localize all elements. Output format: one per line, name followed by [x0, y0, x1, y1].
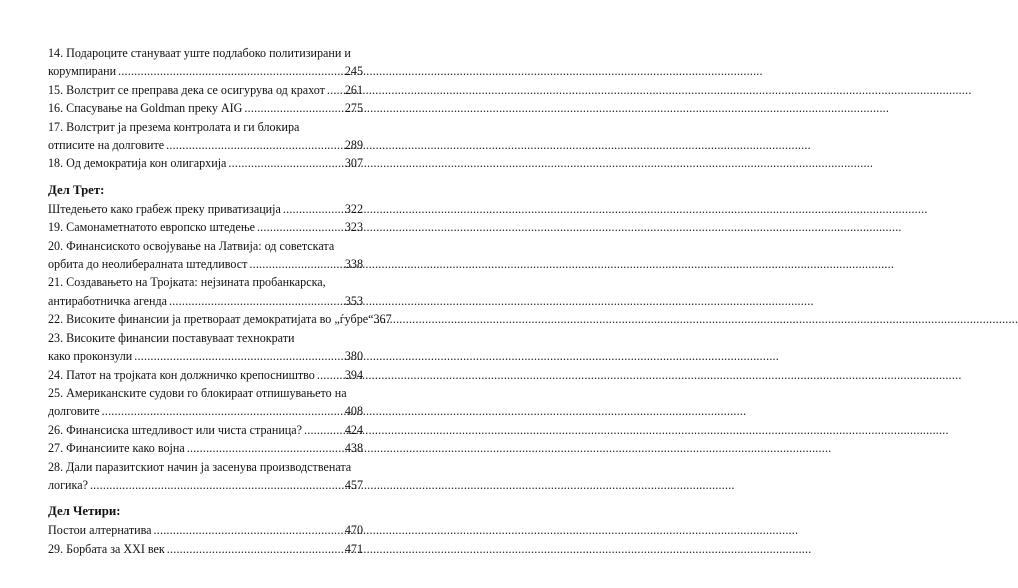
page-number: 367 — [373, 312, 392, 327]
page-number: 307 — [344, 156, 363, 171]
toc-entry[interactable] — [48, 99, 363, 117]
dot-leader — [167, 540, 344, 558]
dot-leader — [102, 402, 344, 420]
dot-leader — [283, 200, 344, 218]
dot-leader — [169, 292, 344, 310]
page-number: 380 — [344, 349, 363, 364]
dot-leader — [244, 99, 343, 117]
entry-title-line: 20. Финансиското освојување на Латвија: од советската — [48, 238, 335, 253]
page-number: 245 — [344, 64, 363, 79]
entry-title-line: Постои алтернатива — [48, 523, 152, 538]
toc-entry[interactable] — [48, 44, 363, 81]
dot-leader — [154, 521, 344, 539]
toc-block-part-two-continued — [48, 44, 363, 173]
page-number: 424 — [344, 422, 363, 437]
dot-leader — [166, 136, 344, 154]
entry-title-line: како проконзули — [48, 349, 133, 364]
toc-entry[interactable] — [48, 310, 392, 328]
dot-leader — [327, 81, 344, 99]
page-number: 322 — [344, 201, 363, 216]
dot-leader — [118, 62, 344, 80]
page-number: 470 — [344, 523, 363, 538]
entry-title-line: корумпирани — [48, 64, 117, 79]
toc-entry[interactable] — [48, 366, 363, 384]
entry-title-line: 26. Финансиска штедливост или чиста страница? — [48, 422, 303, 437]
entry-title-line: 17. Волстрит ја презема контролата и ги блокира — [48, 119, 300, 134]
page-number: 471 — [344, 541, 363, 556]
entry-title-line: 18. Од демократија кон олигархија — [48, 156, 227, 171]
dot-leader — [134, 347, 344, 365]
page-number: 289 — [344, 138, 363, 153]
entry-title-line: Штедењето како грабеж преку приватизација — [48, 201, 281, 216]
toc-entry[interactable] — [48, 421, 363, 439]
page-number: 323 — [344, 220, 363, 235]
dot-leader — [317, 366, 344, 384]
toc-entry[interactable] — [48, 439, 363, 457]
entry-title-line: долговите — [48, 404, 100, 419]
entry-title-line: 24. Патот на тројката кон должничко крепосништво — [48, 367, 315, 382]
toc-entry[interactable] — [48, 540, 363, 558]
toc-entry[interactable] — [48, 384, 363, 421]
entry-title-line: 25. Американските судови го блокираат отпишувањето на — [48, 385, 347, 400]
page-number: 408 — [344, 404, 363, 419]
toc-entry[interactable] — [48, 154, 363, 172]
dot-leader — [249, 255, 343, 273]
dot-leader — [90, 476, 344, 494]
entry-title-line: орбита до неолибералната штедливост — [48, 257, 248, 272]
toc-entry[interactable] — [48, 81, 363, 99]
entry-title-line: 28. Дали паразитскиот начин ја засенува производствената — [48, 459, 352, 474]
toc-entry[interactable] — [48, 521, 363, 539]
dot-leader — [304, 421, 344, 439]
toc-entry[interactable] — [48, 237, 363, 274]
dot-leader — [228, 154, 343, 172]
entry-title-line: 23. Високите финансии поставуваат технократи — [48, 330, 295, 345]
entry-title-line: отписите на долговите — [48, 138, 165, 153]
page-number: 353 — [344, 293, 363, 308]
page-number: 438 — [344, 441, 363, 456]
section-heading: Дел Трет: — [48, 182, 105, 197]
toc-entry[interactable] — [48, 273, 363, 310]
entry-title-line: антиработничка агенда — [48, 293, 167, 308]
page-number: 457 — [344, 477, 363, 492]
toc-entry[interactable] — [48, 329, 363, 366]
entry-title-line: 19. Самонаметнатото европско штедење — [48, 220, 255, 235]
page-number: 394 — [344, 367, 363, 382]
section-heading: Дел Четири: — [48, 504, 121, 519]
entry-title-line: 15. Волстрит се преправа дека се осигурува од крахот — [48, 82, 325, 97]
entry-title-line: 22. Високите финансии ја претвораат демократијата во „ѓубре“ — [48, 312, 374, 327]
toc-page — [0, 0, 416, 588]
toc-entry[interactable] — [48, 458, 363, 495]
toc-entry[interactable] — [48, 200, 363, 218]
entry-title-line: 29. Борбата за XXI век — [48, 541, 165, 556]
entry-title-line: 27. Финансиите како војна — [48, 441, 185, 456]
page-number: 338 — [344, 257, 363, 272]
dot-leader — [187, 439, 344, 457]
toc-entry[interactable] — [48, 118, 363, 155]
dot-leader — [257, 218, 344, 236]
page-number: 261 — [344, 82, 363, 97]
entry-title-line: 16. Спасување на Goldman преку AIG — [48, 101, 243, 116]
entry-title-line: логика? — [48, 477, 88, 492]
page-number: 275 — [344, 101, 363, 116]
entry-title-line: 14. Подароците стануваат уште подлабоко политизирани и — [48, 46, 351, 60]
toc-entry[interactable] — [48, 218, 363, 236]
toc-block-part-four — [48, 502, 363, 558]
toc-block-part-three — [48, 181, 392, 495]
entry-title-line: 21. Создавањето на Тројката: нејзината пробанкарска, — [48, 275, 326, 290]
